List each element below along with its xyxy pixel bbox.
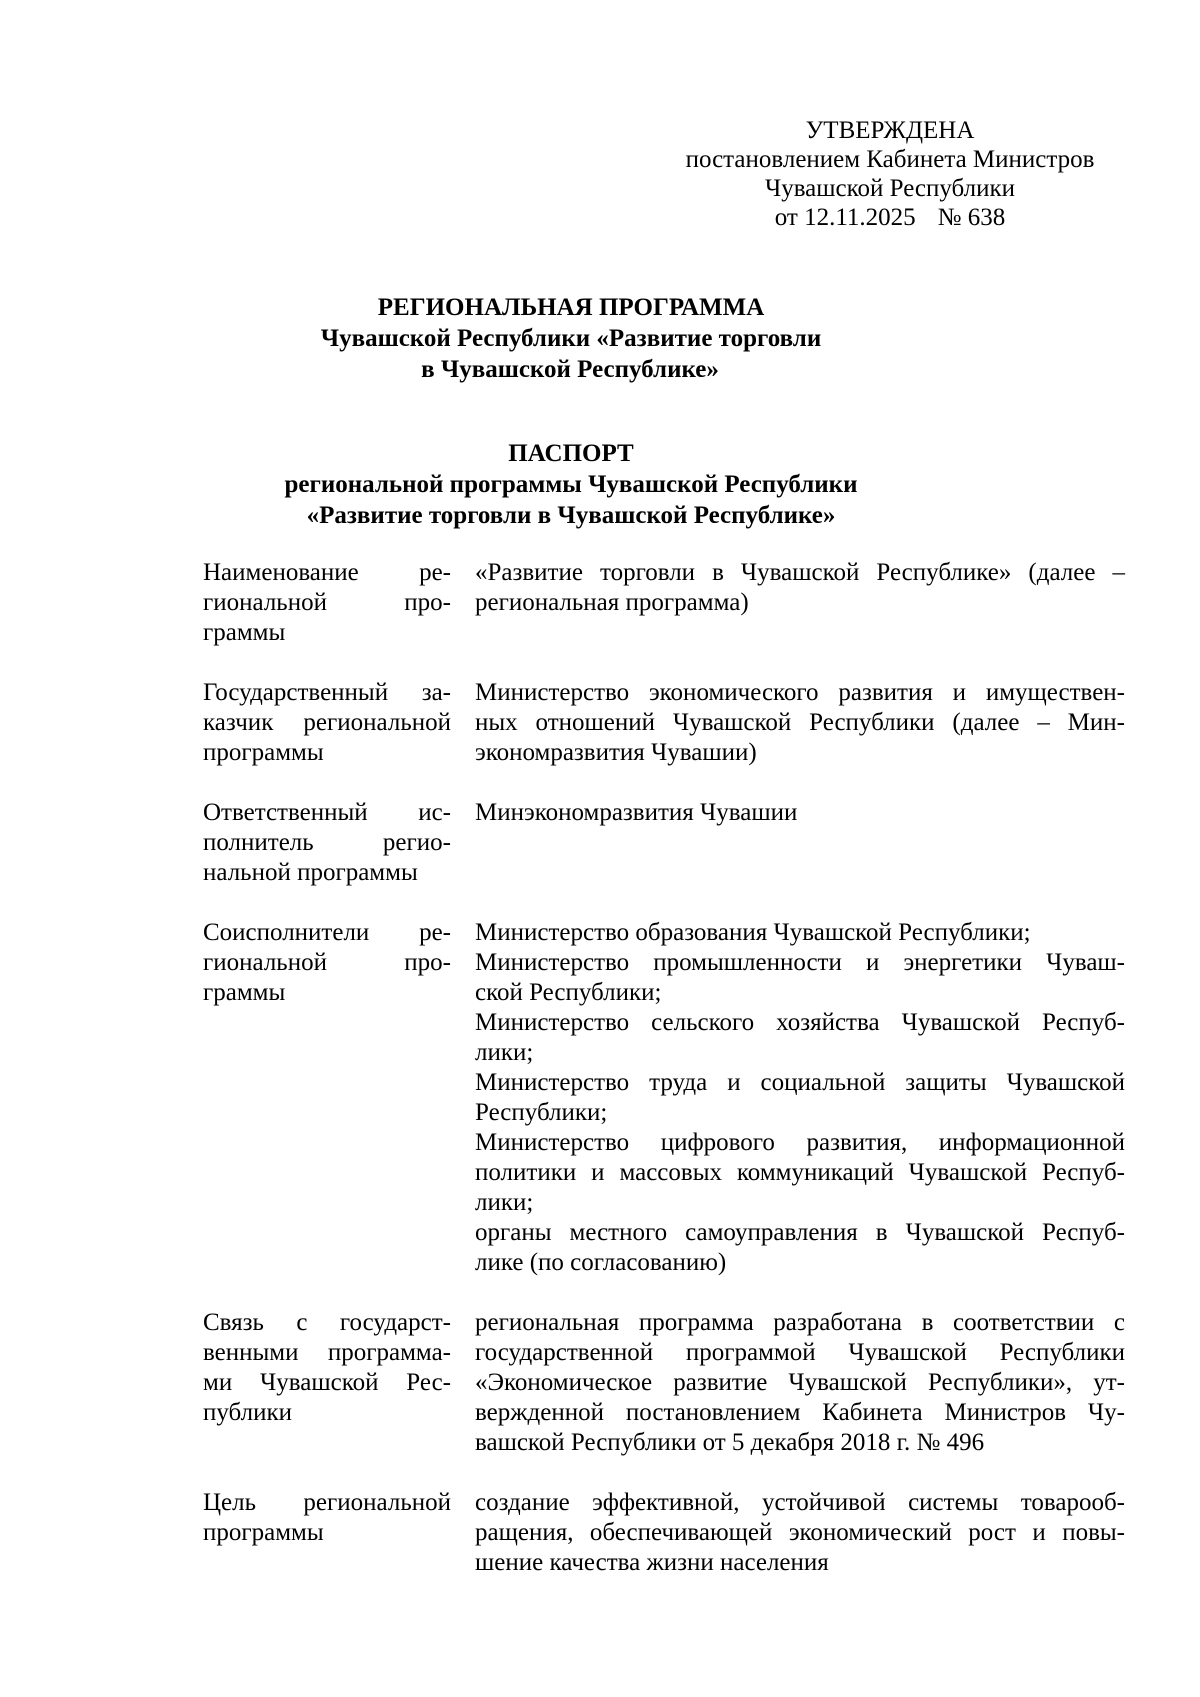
passport-row-co-executors <box>203 918 1125 1278</box>
value-line: ращения, обеспечивающей экономический рост и повы- <box>475 1519 1125 1546</box>
passport-row-state-programs <box>203 1308 1125 1458</box>
label-line: полнитель регио- <box>203 829 451 856</box>
passport-table <box>203 558 1125 1608</box>
passport-row-value <box>475 1488 1125 1578</box>
passport-row-label <box>203 678 451 768</box>
value-line: Министерство цифрового развития, информационной <box>475 1129 1125 1156</box>
passport-row-value <box>475 1308 1125 1458</box>
label-line: Ответственный ис- <box>203 799 451 826</box>
value-line: ской Республики; <box>475 979 662 1006</box>
passport-heading-line-2: региональной программы Чувашской Республики <box>284 471 858 498</box>
passport-row-label <box>203 798 451 888</box>
label-line: ми Чувашской Рес- <box>203 1369 451 1396</box>
value-line: вашской Республики от 5 декабря 2018 г. № 496 <box>475 1429 985 1456</box>
value-line: вержденной постановлением Кабинета Министров Чу- <box>475 1399 1125 1426</box>
label-line: гиональной про- <box>203 589 451 616</box>
label-line: нальной программы <box>203 859 418 886</box>
passport-row-value <box>475 678 1125 768</box>
value-line: Министерство труда и социальной защиты Чувашской <box>475 1069 1125 1096</box>
value-line: «Экономическое развитие Чувашской Республики», ут- <box>475 1369 1125 1396</box>
value-line: Республики; <box>475 1099 608 1126</box>
label-line: граммы <box>203 979 286 1006</box>
value-line: государственной программой Чувашской Республики <box>475 1339 1125 1366</box>
approval-date-line <box>680 203 1100 232</box>
value-line: экономразвития Чувашии) <box>475 739 757 766</box>
value-line: «Развитие торговли в Чувашской Республике» (далее – <box>475 559 1125 586</box>
label-line: Связь с государст- <box>203 1309 451 1336</box>
label-line: Соисполнители ре- <box>203 919 451 946</box>
passport-heading-line-1: ПАСПОРТ <box>508 440 634 467</box>
passport-row-label <box>203 1488 451 1578</box>
approval-title: УТВЕРЖДЕНА <box>805 117 975 144</box>
passport-row-customer <box>203 678 1125 768</box>
label-line: Цель региональной <box>203 1489 451 1516</box>
approval-number: № 638 <box>937 204 1006 231</box>
approval-authority: постановлением Кабинета Министров <box>685 146 1095 173</box>
value-line: органы местного самоуправления в Чувашской Респуб- <box>475 1219 1125 1246</box>
passport-row-value <box>475 558 1125 648</box>
value-line: Министерство образования Чувашской Республики; <box>475 919 1031 946</box>
program-title <box>0 292 1200 385</box>
value-line: ных отношений Чувашской Республики (далее – Мин- <box>475 709 1125 736</box>
label-line: Государственный за- <box>203 679 451 706</box>
passport-heading <box>0 438 1200 531</box>
passport-row-value <box>475 798 1125 888</box>
label-line: казчик региональной <box>203 709 451 736</box>
value-line: создание эффективной, устойчивой системы товарооб- <box>475 1489 1125 1516</box>
value-line: политики и массовых коммуникаций Чувашской Респуб- <box>475 1159 1125 1186</box>
program-title-line-3: в Чувашской Республике» <box>421 356 719 383</box>
passport-row-value <box>475 918 1125 1278</box>
program-title-line-1: РЕГИОНАЛЬНАЯ ПРОГРАММА <box>377 294 765 321</box>
approval-stamp <box>680 116 1100 232</box>
label-line: граммы <box>203 619 286 646</box>
value-line: региональная программа) <box>475 589 749 616</box>
label-line: Наименование ре- <box>203 559 451 586</box>
label-line: гиональной про- <box>203 949 451 976</box>
approval-date: от 12.11.2025 <box>774 204 916 231</box>
passport-row-name <box>203 558 1125 648</box>
label-line: публики <box>203 1399 293 1426</box>
value-line: Министерство промышленности и энергетики Чуваш- <box>475 949 1125 976</box>
passport-row-label <box>203 1308 451 1458</box>
value-line: лики; <box>475 1039 534 1066</box>
value-line: Министерство экономического развития и имуществен- <box>475 679 1125 706</box>
label-line: венными программа- <box>203 1339 451 1366</box>
approval-republic: Чувашской Республики <box>764 175 1016 202</box>
label-line: программы <box>203 1519 324 1546</box>
passport-row-label <box>203 918 451 1278</box>
value-line: лики; <box>475 1189 534 1216</box>
value-line: региональная программа разработана в соответствии с <box>475 1309 1125 1336</box>
passport-row-label <box>203 558 451 648</box>
passport-row-responsible <box>203 798 1125 888</box>
value-line: Минэкономразвития Чувашии <box>475 799 798 826</box>
passport-heading-line-3: «Развитие торговли в Чувашской Республике» <box>306 502 836 529</box>
value-line: Министерство сельского хозяйства Чувашской Респуб- <box>475 1009 1125 1036</box>
passport-row-goal <box>203 1488 1125 1578</box>
value-line: лике (по согласованию) <box>475 1249 727 1276</box>
value-line: шение качества жизни населения <box>475 1549 829 1576</box>
program-title-line-2: Чувашской Республики «Развитие торговли <box>320 325 822 352</box>
label-line: программы <box>203 739 324 766</box>
